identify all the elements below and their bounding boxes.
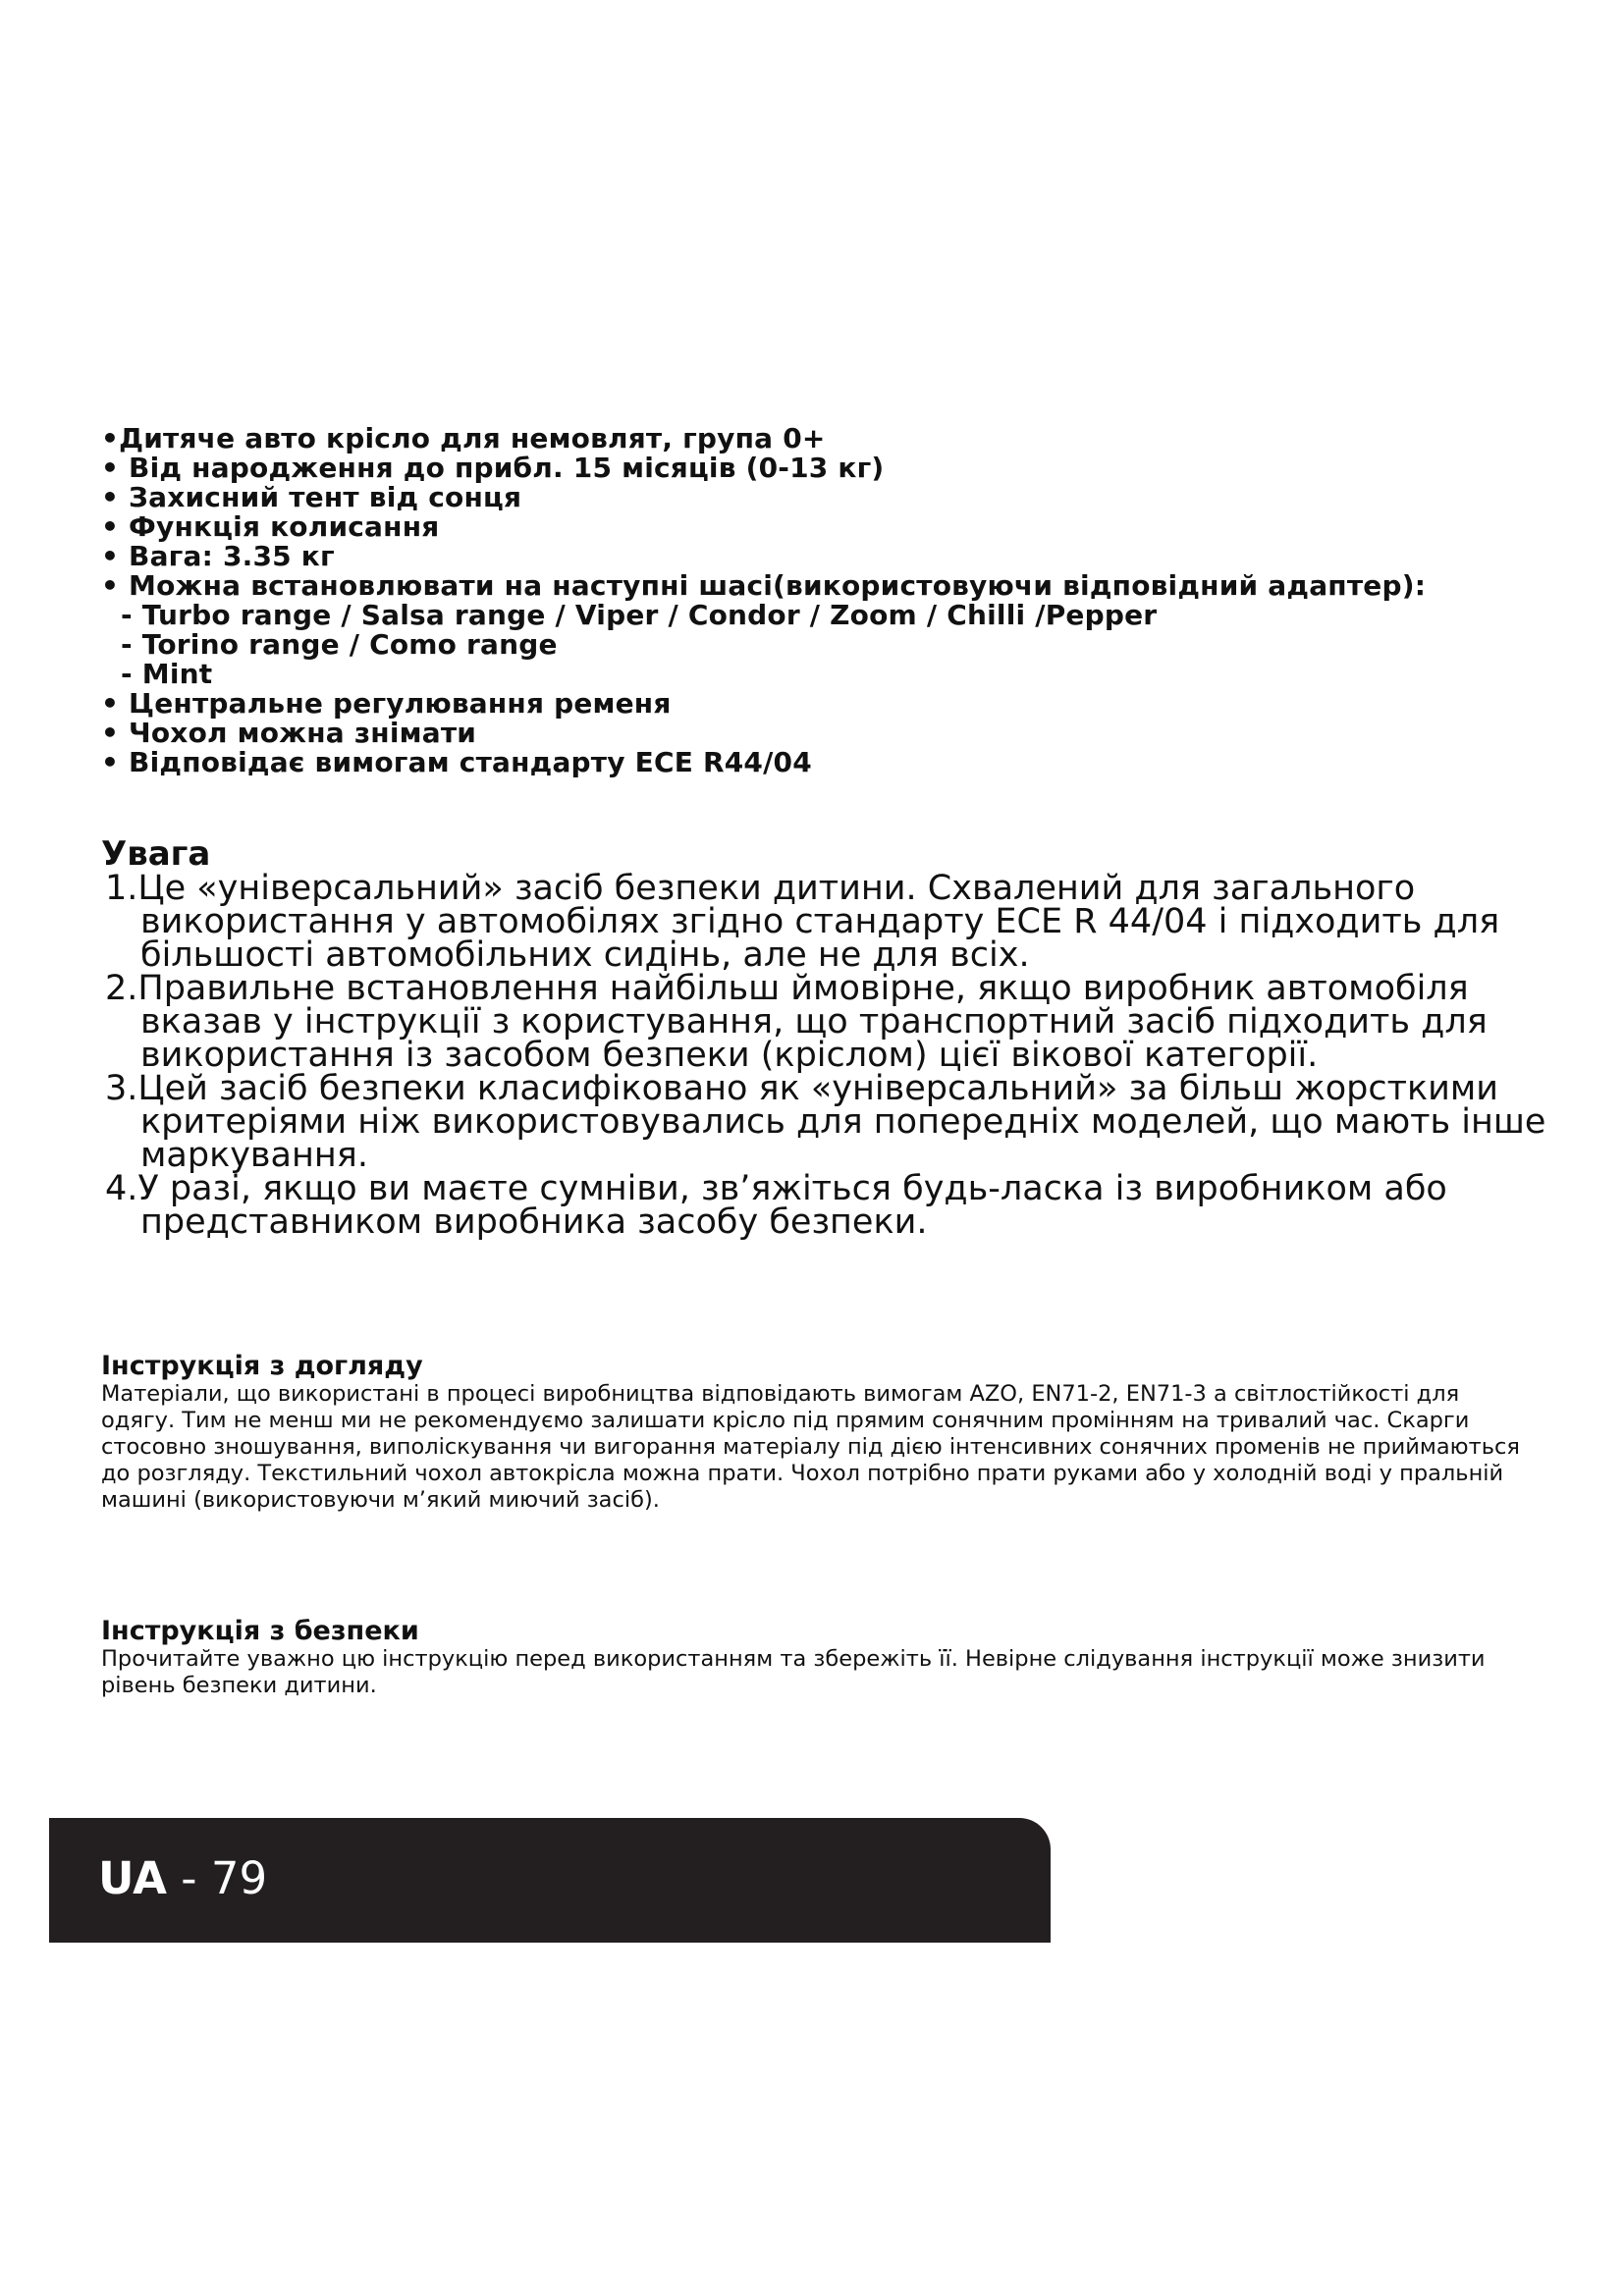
- chassis-item: - Torino range / Como range: [121, 628, 558, 661]
- chassis-item: - Turbo range / Salsa range / Viper / Condor / Zoom / Chilli /Pepper: [121, 599, 1158, 631]
- chassis-item: - Mint: [121, 658, 213, 690]
- feature-item: •Дитяче авто крісло для немовлят, група 0+: [101, 422, 826, 454]
- feature-item: • Можна встановлювати на наступні шасі(використовуючи відповідний адаптер):: [101, 569, 1427, 602]
- warning-item: 1.Це «універсальний» засіб безпеки дитини. Схвалений для загального використання у автомобілях згідно стандарту ECE R 44/04 і підходить для більшості автомобільних сидінь, але не для всіх.: [105, 869, 1500, 975]
- page-separator: -: [166, 1852, 211, 1904]
- care-text: Матеріали, що використані в процесі виробництва відповідають вимогам AZO, EN71-2, EN71-3 а світлостійкості для одягу. Тим не менш ми не рекомендуємо залишати крісло під прямим сонячним промінням на тривалий час. Скарги стосовно зношування, виполіскування чи вигорання матеріалу під дією інтенсивних сонячних променів не приймаються до розгляду. Текстильний чохол автокрісла можна прати. Чохол потрібно прати руками або у холодній воді у пральній машині (використовуючи м’який миючий засіб).: [101, 1381, 1520, 1513]
- feature-item: • Чохол можна знімати: [101, 717, 477, 749]
- feature-list: [101, 424, 1574, 777]
- feature-item: • Функція колисання: [101, 510, 440, 543]
- warning-item: 3.Цей засіб безпеки класифіковано як «універсальний» за більш жорсткими критеріями ніж використовувались для попередніх моделей, що мають інше маркування.: [105, 1069, 1546, 1175]
- safety-title: Інструкція з безпеки: [101, 1616, 419, 1646]
- warning-title: Увага: [101, 834, 211, 874]
- page-footer-bar: [49, 1818, 1051, 1943]
- feature-item: • Центральне регулювання ременя: [101, 687, 672, 720]
- feature-item: • Від народження до прибл. 15 місяців (0-13 кг): [101, 452, 885, 484]
- warning-section: [101, 834, 1554, 1242]
- care-title: Інструкція з догляду: [101, 1351, 423, 1381]
- feature-item: • Захисний тент від сонця: [101, 481, 522, 513]
- safety-text: Прочитайте уважно цю інструкцію перед використанням та збережіть її. Невірне слідування інструкції може знизити рівень безпеки дитини.: [101, 1646, 1486, 1698]
- warning-item: 4.У разі, якщо ви маєте сумніви, зв’яжіться будь-ласка із виробником або представником виробника засобу безпеки.: [105, 1169, 1447, 1242]
- feature-item: • Відповідає вимогам стандарту ECE R44/04: [101, 746, 812, 778]
- page-number: 79: [210, 1852, 268, 1904]
- warning-list: [101, 869, 1554, 1242]
- safety-section: [101, 1617, 1535, 1699]
- language-code: UA: [98, 1852, 167, 1904]
- feature-item: • Вага: 3.35 кг: [101, 540, 335, 572]
- warning-item: 2.Правильне встановлення найбільш ймовірне, якщо виробник автомобіля вказав у інструкції з користування, що транспортний засіб підходить для використання із засобом безпеки (кріслом) цієї вікової категорії.: [105, 969, 1488, 1075]
- page-number-label: [98, 1851, 267, 1906]
- care-section: [101, 1352, 1535, 1514]
